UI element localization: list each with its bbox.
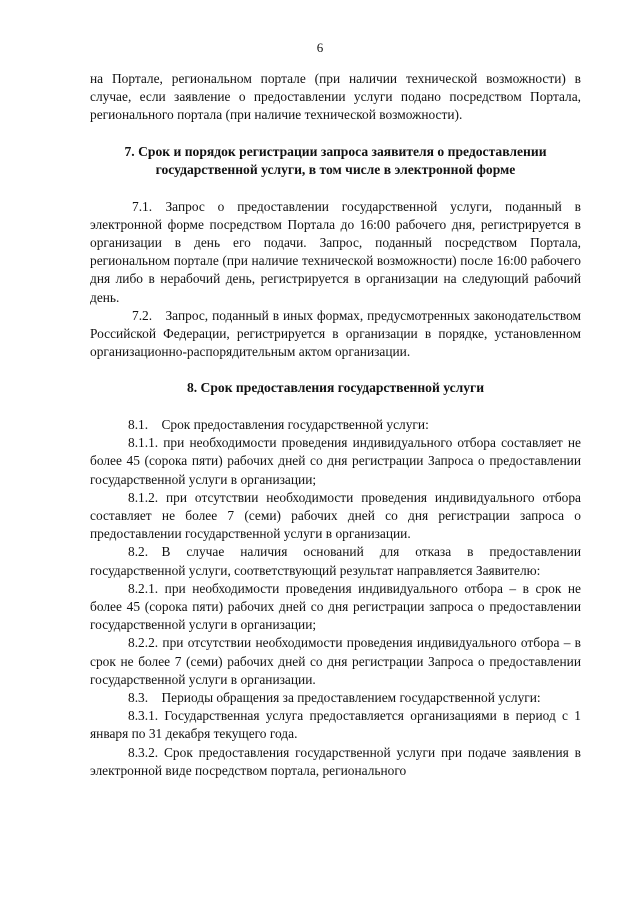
intro-paragraph: на Портале, региональном портале (при наличии технической возможности) в случае, если заявление о предоставлении услуги подано посредством Портала, регионального портала (при наличие технической возможности). [90, 71, 581, 123]
paragraph-8-1-1: 8.1.1. при необходимости проведения индивидуального отбора составляет не более 45 (сорока пяти) рабочих дней со дня регистрации Запроса о предоставлении государственной услуги в организации; [90, 435, 581, 487]
paragraph-8-3-1: 8.3.1. Государственная услуга предоставляется организациями в период с 1 января по 31 декабря текущего года. [90, 708, 581, 742]
page-number: 6 [316, 40, 324, 55]
page-content [90, 70, 581, 780]
paragraph-8-2-2: 8.2.2. при отсутствии необходимости проведения индивидуального отбора – в срок не более 7 (семи) рабочих дней со дня регистрации Запроса о предоставлении государственной услуги в организации. [90, 635, 581, 687]
paragraph-7-2: 7.2. Запрос, поданный в иных формах, предусмотренных законодательством Российской Федерации, регистрируется в организации в порядке, установленном организационно-распорядительным актом организации. [90, 307, 581, 360]
paragraph-8-3: 8.3. Периоды обращения за предоставлением государственной услуги: [128, 689, 541, 705]
paragraph-8-1: 8.1. Срок предоставления государственной услуги: [128, 416, 429, 432]
paragraph-8-3-2: 8.3.2. Срок предоставления государственной услуги при подаче заявления в электронной виде посредством портала, регионального [90, 744, 581, 778]
paragraph-7-1: 7.1. Запрос о предоставлении государственной услуги, поданный в электронной форме посредством Портала до 16:00 рабочего дня, регистрируется в организации в день его подачи. Запрос, поданный посредством Портала, региональном портале (при наличие технической возможности) после 16:00 рабочего дня либо в нерабочий день, регистрируется в организации на следующий рабочий день. [90, 198, 581, 305]
paragraph-8-2: 8.2. В случае наличия оснований для отказа в предоставлении государственной услуги, соответствующий результат направляется Заявителю: [90, 544, 581, 578]
paragraph-8-1-2: 8.1.2. при отсутствии необходимости проведения индивидуального отбора составляет не более 7 (семи) рабочих дней со дня регистрации запроса о предоставлении государственной услуги в организации. [90, 489, 581, 542]
section-8-title: 8. Срок предоставления государственной услуги [186, 380, 485, 396]
section-7 [90, 143, 581, 362]
paragraph-8-2-1: 8.2.1. при необходимости проведения индивидуального отбора – в срок не более 45 (сорока пяти) рабочих дней со дня регистрации запроса о предоставлении государственной услуги в организации; [90, 580, 581, 633]
section-8 [90, 379, 581, 780]
section-7-title: 7. Срок и порядок регистрации запроса заявителя о предоставлении государственной услуги, в том числе в электронной форме [124, 143, 547, 178]
